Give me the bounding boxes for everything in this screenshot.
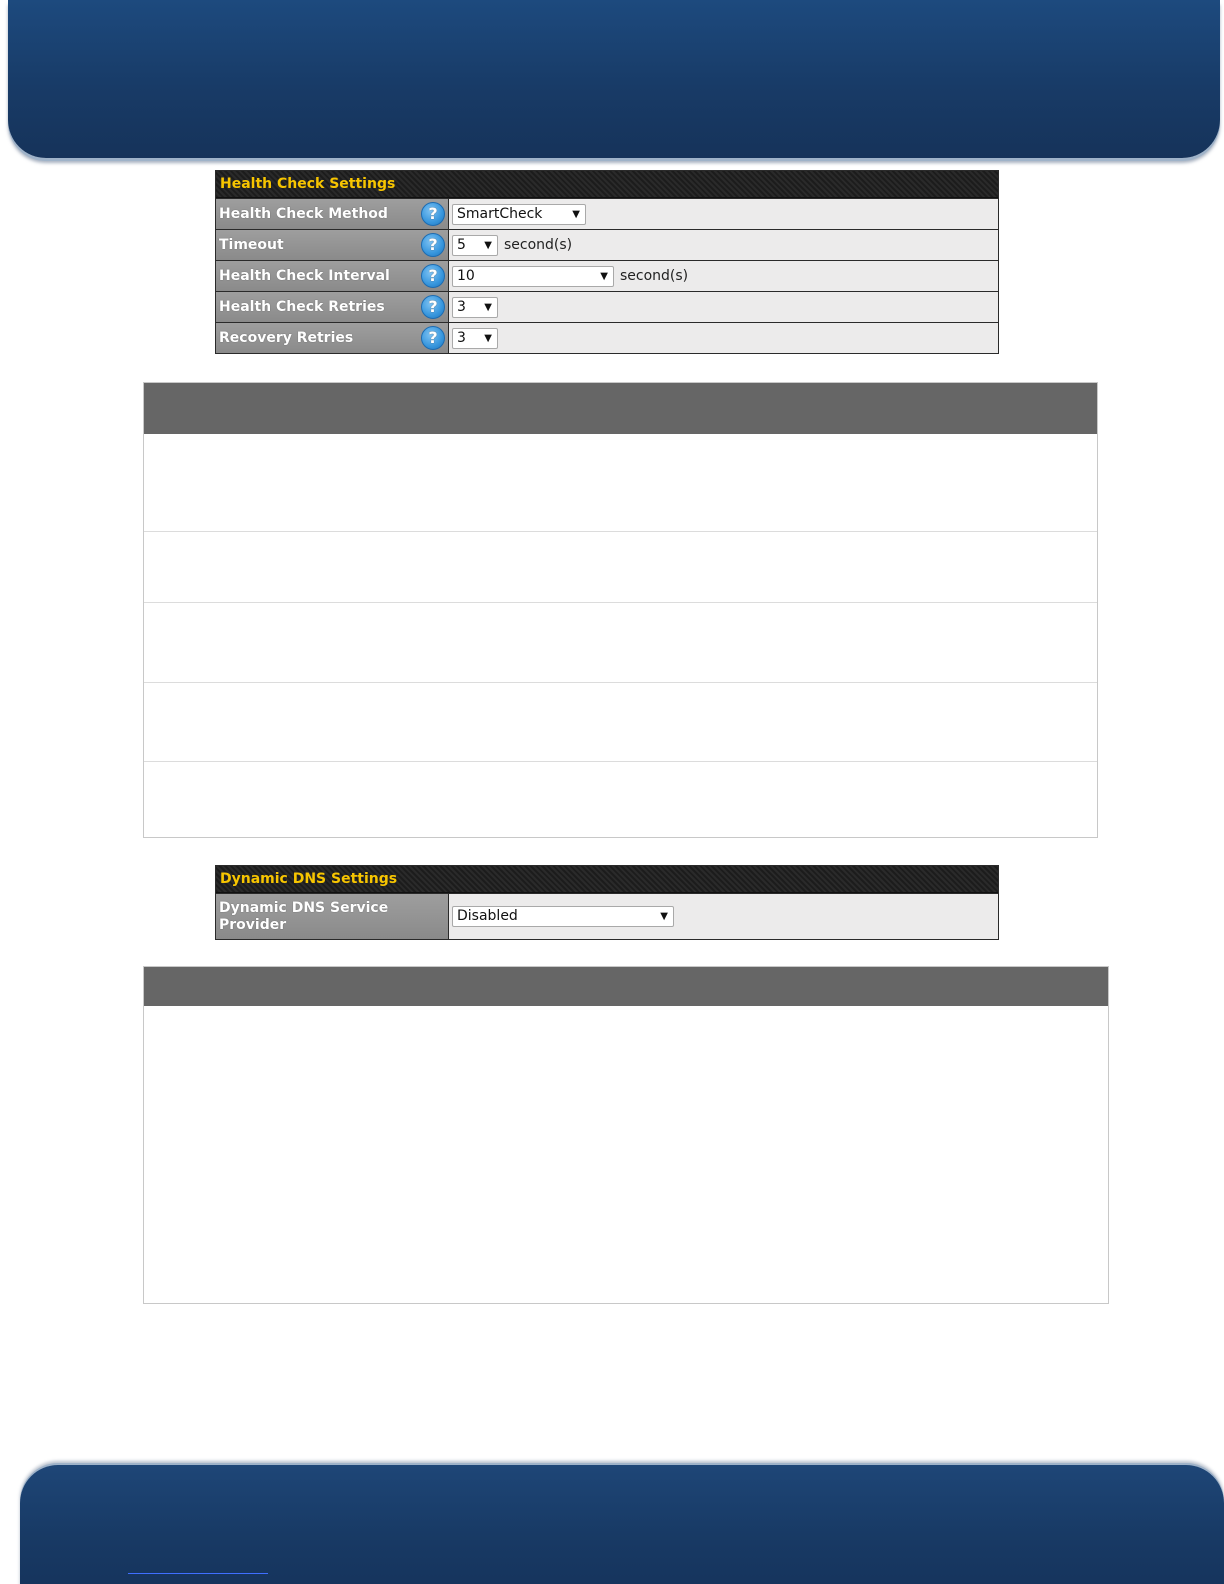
dropdown-arrow-icon: ▼: [660, 911, 668, 922]
dropdown-arrow-icon: ▼: [572, 208, 580, 220]
timeout-select[interactable]: [452, 235, 498, 256]
health-check-settings-panel: [215, 170, 999, 354]
health-check-method-select[interactable]: [452, 204, 586, 225]
row-value: [449, 230, 998, 260]
health-check-description-table: [143, 382, 1098, 838]
unit-label: second(s): [620, 268, 689, 284]
row-label: [216, 292, 449, 322]
row-label-text: Timeout: [219, 236, 284, 253]
dynamic-dns-description-table: [143, 966, 1109, 1304]
select-value: 10: [457, 267, 475, 284]
row-label-text: Health Check Method: [219, 205, 388, 222]
row-label: [216, 230, 449, 260]
select-value: Disabled: [457, 908, 518, 924]
row-label-text: Recovery Retries: [219, 329, 354, 346]
recovery-retries-select[interactable]: [452, 328, 498, 349]
dynamic-dns-settings-panel: [215, 865, 999, 940]
help-question-icon[interactable]: ?: [421, 264, 445, 288]
row-label: [216, 323, 449, 353]
unit-label: second(s): [504, 237, 573, 253]
dropdown-arrow-icon: ▼: [484, 239, 492, 251]
row-value: [449, 261, 998, 291]
dropdown-arrow-icon: ▼: [484, 301, 492, 313]
dynamic-dns-provider-row: [216, 893, 998, 939]
table-row: [144, 531, 1097, 602]
row-value: [449, 292, 998, 322]
select-value: 3: [457, 298, 466, 315]
table-header: [144, 383, 1097, 434]
health-check-retries-select[interactable]: [452, 297, 498, 318]
table-row: [144, 1006, 1108, 1303]
table-row: [144, 682, 1097, 761]
panel-title: Health Check Settings: [216, 171, 998, 198]
help-question-icon[interactable]: ?: [421, 326, 445, 350]
row-label: [216, 199, 449, 229]
top-banner: [8, 0, 1220, 158]
timeout-row: [216, 229, 998, 260]
select-value: SmartCheck: [457, 205, 543, 222]
row-value: [449, 323, 998, 353]
dropdown-arrow-icon: ▼: [600, 270, 608, 282]
select-value: 5: [457, 236, 466, 253]
help-question-icon[interactable]: ?: [421, 202, 445, 226]
row-label-text: Health Check Retries: [219, 298, 385, 315]
recovery-retries-row: [216, 322, 998, 353]
panel-title: Dynamic DNS Settings: [216, 866, 998, 893]
row-label: [216, 261, 449, 291]
row-value: [449, 894, 998, 939]
help-question-icon[interactable]: ?: [421, 233, 445, 257]
bottom-banner: [20, 1465, 1224, 1584]
health-check-interval-select[interactable]: [452, 266, 614, 287]
health-check-method-row: [216, 198, 998, 229]
footer-link-underline[interactable]: [128, 1573, 268, 1574]
table-row: [144, 761, 1097, 837]
table-header: [144, 967, 1108, 1006]
table-row: [144, 602, 1097, 682]
row-value: [449, 199, 998, 229]
dropdown-arrow-icon: ▼: [484, 332, 492, 344]
health-check-interval-row: [216, 260, 998, 291]
row-label: [216, 894, 449, 939]
dynamic-dns-provider-select[interactable]: [452, 906, 674, 927]
row-label-text: Dynamic DNS Service Provider: [219, 899, 389, 933]
help-question-icon[interactable]: ?: [421, 295, 445, 319]
table-row: [144, 434, 1097, 531]
health-check-retries-row: [216, 291, 998, 322]
select-value: 3: [457, 329, 466, 346]
row-label-text: Health Check Interval: [219, 267, 390, 284]
